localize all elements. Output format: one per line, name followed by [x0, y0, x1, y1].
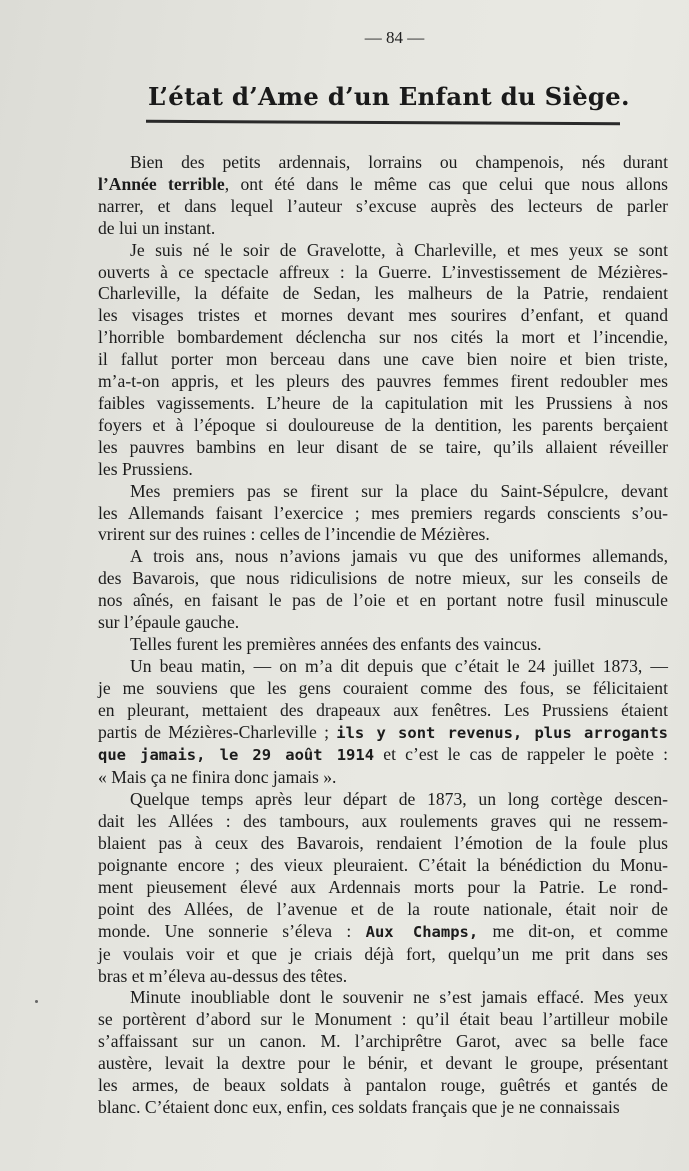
text-line: les pauvres bambins en leur disant de se taire, qu’ils allaient réveiller — [98, 436, 668, 457]
paragraph — [98, 240, 668, 481]
paragraph — [98, 546, 668, 634]
text-line: dait les Allées : des tambours, aux roulements graves qui ne ressem- — [98, 811, 668, 832]
text-line: narrer, et dans lequel l’auteur s’excuse auprès des lecteurs de parler — [98, 195, 668, 216]
text-line-emphasis — [98, 174, 668, 196]
text-line: Un beau matin, — on m’a dit depuis que c’était le 24 juillet 1873, — — [130, 655, 668, 676]
title-underline — [146, 120, 620, 125]
text-line: les armes, de beaux soldats à pantalon rouge, guêtrés et gantés de — [98, 1075, 668, 1096]
text-line: sur l’épaule gauche. — [98, 612, 240, 633]
paragraph — [98, 152, 668, 240]
text-line: en pleurant, mettaient des drapeaux aux fenêtres. Les Prussiens étaient — [98, 699, 668, 720]
text-line: m’a-t-on appris, et les pleurs des pauvres femmes firent redoubler mes — [98, 371, 668, 392]
text-line: faibles vagissements. L’heure de la capitulation mit les Prussiens à nos — [98, 392, 668, 413]
text-line: Minute inoubliable dont le souvenir ne s’est jamais effacé. Mes yeux — [130, 987, 668, 1008]
text-line: il fallut porter mon berceau dans une cave bien noire et bien triste, — [98, 349, 668, 370]
bold-phrase: Aux Champs, — [365, 922, 479, 941]
text-line: les Prussiens. — [98, 458, 193, 479]
paragraph — [98, 987, 668, 1118]
text-line: l’horrible bombardement déclencha sur nos cités la mort et l’incendie, — [98, 327, 668, 348]
text-line: Mes premiers pas se firent sur la place du Saint-Sépulcre, devant — [130, 480, 668, 501]
text-line: ment pieusement élevé aux Ardennais morts pour la Patrie. Le rond- — [98, 876, 668, 897]
text-line: austère, levait la dextre pour le bénir, et devant le groupe, présentant — [98, 1053, 668, 1074]
text-line: A trois ans, nous n’avions jamais vu que des uniformes allemands, — [130, 546, 668, 567]
text-line: « Mais ça ne finira donc jamais ». — [98, 767, 337, 788]
paragraph — [98, 789, 668, 987]
text-line: vrirent sur des ruines : celles de l’incendie de Mézières. — [98, 524, 490, 545]
text-line: des Bavarois, que nous ridiculisions de notre mieux, sur les conseils de — [98, 568, 668, 589]
text-line: foyers et à l’époque si douloureuse de la dentition, les parents berçaient — [98, 414, 668, 435]
bold-phrase: ils y sont revenus, plus arrogants — [336, 723, 668, 742]
text-line-mixed — [98, 722, 668, 745]
paragraph — [98, 634, 668, 656]
text-line: s’affaissant sur un canon. M. l’archiprêtre Garot, avec sa belle face — [98, 1031, 668, 1052]
text-segment: me dit-on, et comme — [492, 920, 668, 941]
text-line: blaient pas à ceux des Bavarois, rendaient l’émotion de la foule plus — [98, 833, 668, 854]
text-line: de lui un instant. — [98, 217, 216, 238]
text-line: bras et m’éleva au-dessus des têtes. — [98, 965, 348, 986]
text-segment: et c’est le cas de rappeler le poète : — [383, 744, 668, 765]
text-segment: , ont été dans le même cas que celui que nous allons — [224, 173, 668, 194]
text-line: Quelque temps après leur départ de 1873, un long cortège descen- — [130, 789, 668, 810]
text-line-mixed — [98, 744, 668, 767]
text-line: je voulais voir et que je criais déjà fort, quelqu’un me prit dans ses — [98, 943, 668, 964]
text-line: Je suis né le soir de Gravelotte, à Charleville, et mes yeux se sont — [130, 239, 668, 260]
text-line: se portèrent d’abord sur le Monument : qu’il était beau l’artilleur mobile — [98, 1009, 668, 1030]
text-line: les visages tristes et mornes devant mes sourires d’enfant, et quand — [98, 305, 668, 326]
body-text — [98, 152, 668, 1119]
page-speck — [35, 1000, 38, 1003]
text-segment: partis de Mézières-Charleville ; — [98, 721, 329, 742]
text-line: les Allemands faisant l’exercice ; mes premiers regards conscients s’ou- — [98, 502, 668, 523]
text-line: je me souviens que les gens couraient comme des fous, se félicitaient — [98, 677, 668, 698]
text-line: point des Allées, de l’avenue et de la route nationale, était noir de — [98, 898, 668, 919]
bold-phrase: l’Année terrible — [98, 173, 225, 194]
paragraph — [98, 481, 668, 547]
text-line: Bien des petits ardennais, lorrains ou champenois, nés durant — [130, 152, 668, 172]
text-line: ouverts à ce spectacle affreux : la Guerre. L’investissement de Mézières- — [98, 261, 668, 282]
text-line: blanc. C’étaient donc eux, enfin, ces soldats français que je ne connaissais — [98, 1096, 620, 1117]
text-line: poignante encore ; des vieux pleuraient. C’était la bénédiction du Monu- — [98, 855, 668, 875]
text-line: Charleville, la défaite de Sedan, les malheurs de la Patrie, rendaient — [98, 283, 668, 304]
text-line: nos aînés, en faisant le pas de l’oie et en portant notre fusil minuscule — [98, 590, 668, 611]
bold-phrase: que jamais, le 29 août 1914 — [98, 746, 375, 765]
chapter-title: L’état d’Ame d’un Enfant du Siège. — [148, 82, 630, 111]
paragraph — [98, 656, 668, 789]
text-line: Telles furent les premières années des enfants des vaincus. — [130, 633, 542, 654]
text-line-mixed — [98, 921, 668, 944]
page-number: — 84 — — [364, 28, 425, 47]
text-segment: monde. Une sonnerie s’éleva : — [98, 920, 352, 941]
